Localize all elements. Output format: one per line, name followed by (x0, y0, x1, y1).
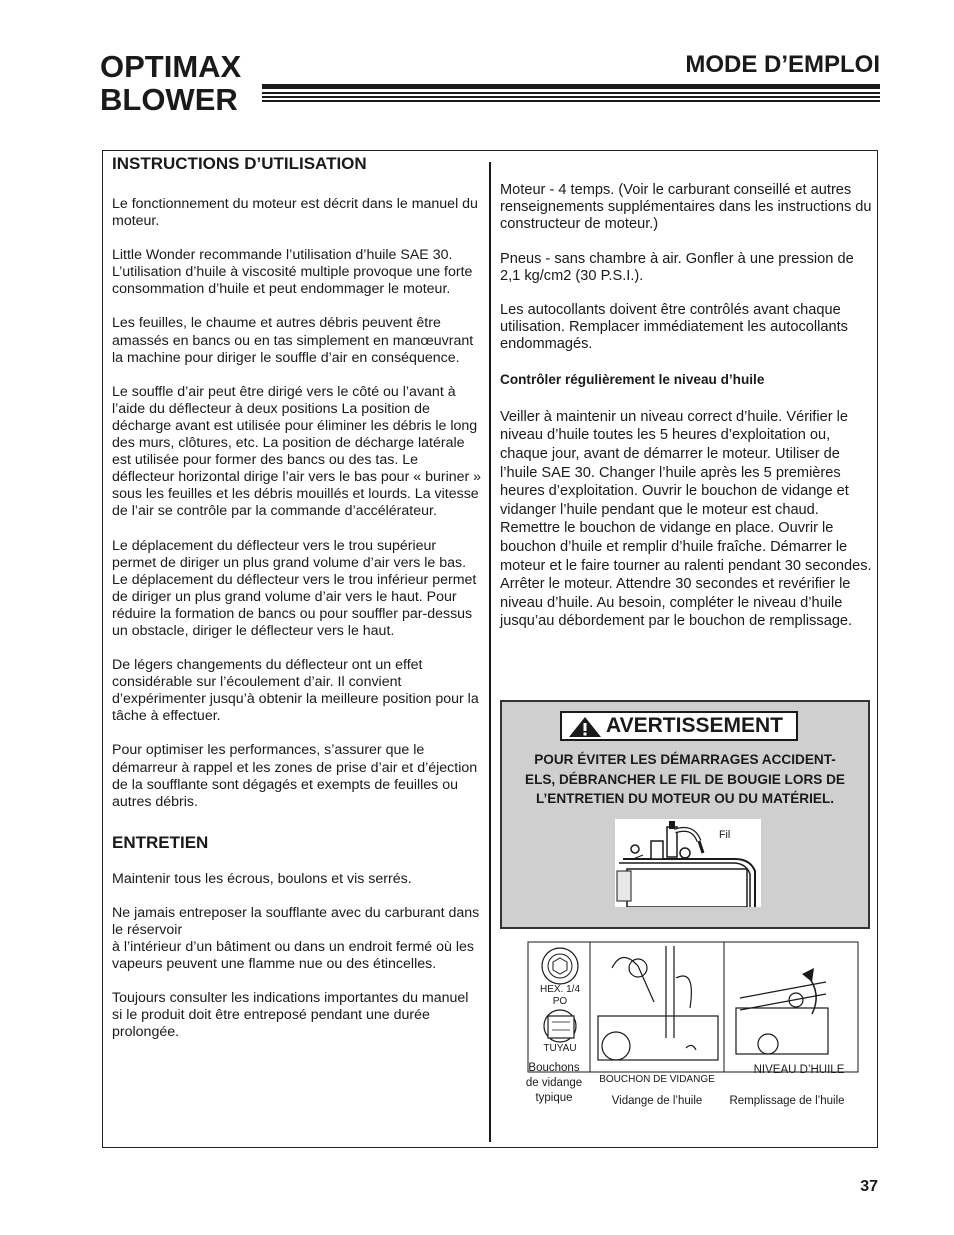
warning-text (502, 750, 868, 809)
plugs-caption-line-2: de vidange (525, 1077, 583, 1089)
fill-caption: Remplissage de l’huile (729, 1095, 845, 1107)
section-title: MODE D’EMPLOI (685, 51, 880, 78)
paragraph-oil-recommendation: Little Wonder recommande l’utilisation d’huile SAE 30. L’utilisation d’huile à viscosité multiple provoque une forte consommation d’huile et peut endommager le moteur. (112, 247, 473, 298)
plugs-caption-line-3: typique (535, 1092, 573, 1104)
brand-title (100, 50, 241, 116)
paragraph-engine-type: Moteur - 4 temps. (Voir le carburant conseillé et autres renseignements supplémentaires dans les instructions du constructeur de moteur.) (500, 182, 872, 233)
paragraph-tires: Pneus - sans chambre à air. Gonfler à une pression de 2,1 kg/cm2 (30 P.S.I.). (500, 250, 854, 284)
plugs-caption-line-1: Bouchons (528, 1062, 580, 1074)
right-column (500, 182, 872, 631)
paragraph-airflow-direction: Le souffle d’air peut être dirigé vers le côté ou l’avant à l’aide du déflecteur à deux positions La position de décharge avant est utilisée pour éliminer les débris le long des murs, clôtures, etc. La position de décharge latérale est utilisée pour former des bancs ou des tas. Le déflecteur horizontal dirige l’air vers le bas pour « buriner » sous les feuilles et les débris mouillés et lourds. La vitesse de l’air se contrôle par la commande d’accélérateur. (112, 383, 482, 520)
hex-label (532, 984, 588, 1008)
heading-oil-level: Contrôler régulièrement le niveau d’huile (500, 371, 765, 387)
drain-caption: Vidange de l’huile (611, 1095, 703, 1107)
paragraph-engine-manual: Le fonctionnement du moteur est décrit dans le manuel du moteur. (112, 196, 478, 230)
plugs-caption (516, 1061, 592, 1106)
page-number: 37 (860, 1178, 878, 1195)
paragraph-storage-2: à l’intérieur d’un bâtiment ou dans un endroit fermé où les vapeurs peuvent une flamme nue ou des étincelles. (112, 939, 474, 973)
heading-entretien: ENTRETIEN (112, 832, 209, 852)
paragraph-deflector-holes: Le déplacement du déflecteur vers le trou supérieur permet de diriger un plus grand volume d’air vers le bas. Le déplacement du déflecteur vers le trou inférieur permet de diriger un plus grand volume d’air vers le haut. Pour réduire la formation de bancs ou pour souffler par-dessus un obstacle, diriger le déflecteur vers le haut. (112, 537, 477, 639)
spark-plug-figure (615, 819, 761, 907)
warning-line-3: L’ENTRETIEN DU MOTEUR OU DU MATÉRIEL. (535, 791, 835, 807)
spark-plug-illustration (615, 819, 761, 907)
warning-title: AVERTISSEMENT (606, 714, 783, 737)
warning-line-2: ELS, DÉBRANCHER LE FIL DE BOUGIE LORS DE (525, 771, 845, 787)
warning-triangle-icon (568, 716, 602, 738)
warning-header (560, 711, 798, 741)
drain-plug-label: BOUCHON DE VIDANGE (599, 1074, 715, 1085)
paragraph-storage-1: Ne jamais entreposer la soufflante avec du carburant dans le réservoir (112, 904, 480, 938)
header-rules (262, 84, 880, 104)
brand-line-1: OPTIMAX (100, 49, 242, 84)
left-column (112, 154, 482, 1042)
brand-line-2: BLOWER (100, 82, 238, 117)
paragraph-oil-procedure: Veiller à maintenir un niveau correct d’huile. Vérifier le niveau d’huile toutes les 5 heures d’exploitation ou, chaque jour, avant de démarrer le moteur. Utiliser de l’huile SAE 30. Changer l’huile après les 5 premières heures d’exploitation. Ouvrir le bouchon de vidange et vidanger l’huile pendant que le moteur est chaud. Remettre le bouchon de vidange en place. Ouvrir le bouchon d’huile et remplir d’huile fraîche. Démarrer le moteur et le faire tourner au ralenti pendant 30 secondes. Arrêter le moteur. Attendre 30 secondes et revérifier le niveau d’huile. Au besoin, compléter le niveau d’huile jusqu’au débordement par le bouchon de remplissage. (500, 408, 872, 630)
paragraph-deflector-changes: De légers changements du déflecteur ont un effet considérable sur l’écoulement d’air. Il convient d’expérimenter jusqu’à obtenir la meilleure position pour la tâche à effectuer. (112, 657, 479, 725)
paragraph-decals: Les autocollants doivent être contrôlés avant chaque utilisation. Remplacer immédiatement les autocollants endommagés. (500, 302, 848, 353)
hex-label-line-1: HEX. 1/4 (539, 984, 581, 995)
paragraph-tighten: Maintenir tous les écrous, boulons et vis serrés. (112, 870, 412, 887)
warning-box (500, 700, 870, 929)
hex-label-line-2: PO (552, 996, 568, 1007)
oil-change-figure (526, 938, 862, 1116)
paragraph-long-storage: Toujours consulter les indications importantes du manuel si le produit doit être entreposé pendant une durée prolongée. (112, 990, 469, 1041)
heading-instructions: INSTRUCTIONS D’UTILISATION (112, 154, 367, 173)
wire-label: Fil (719, 829, 731, 841)
warning-line-1: POUR ÉVITER LES DÉMARRAGES ACCIDENT- (534, 752, 836, 767)
column-divider (489, 162, 491, 1142)
paragraph-leaves: Les feuilles, le chaume et autres débris peuvent être amassés en bancs ou en tas simplement en manœuvrant la machine pour diriger le souffle d’air en conséquence. (112, 315, 474, 366)
tuyau-label: TUYAU (543, 1043, 577, 1054)
paragraph-performance: Pour optimiser les performances, s’assurer que le démarreur à rappel et les zones de prise d’air et d’éjection de la soufflante sont dégagés et exempts de feuilles ou autres débris. (112, 742, 478, 810)
oil-level-label: NIVEAU D’HUILE (753, 1064, 845, 1076)
